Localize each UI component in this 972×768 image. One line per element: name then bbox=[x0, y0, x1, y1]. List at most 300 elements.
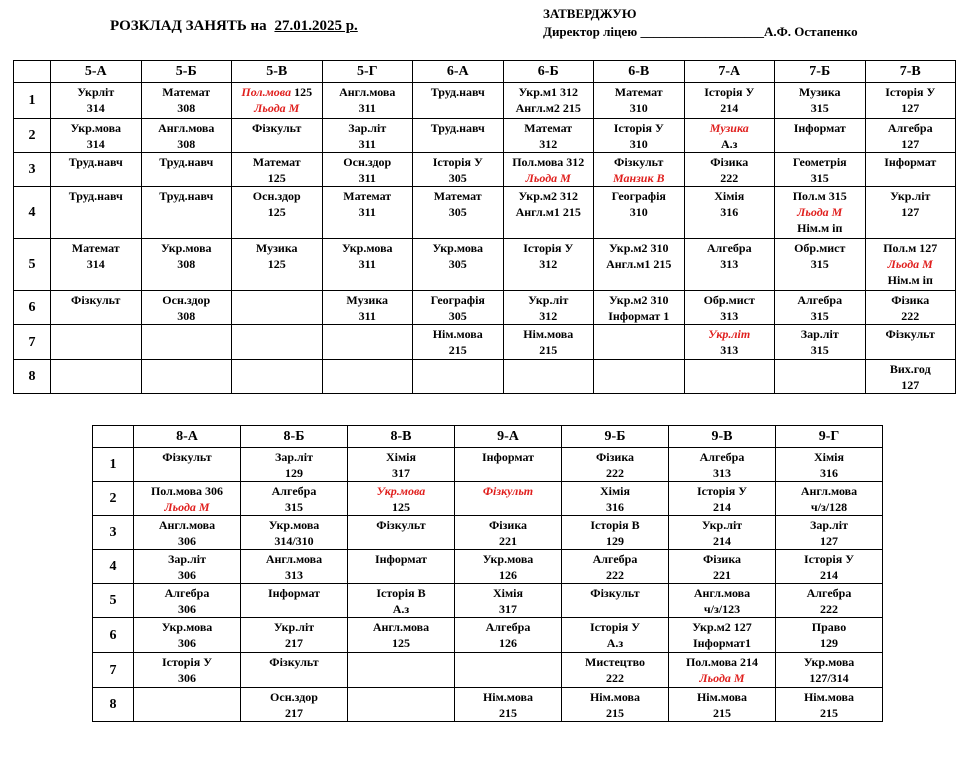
cell-line bbox=[52, 188, 140, 204]
cell-line bbox=[143, 240, 231, 256]
cell-line bbox=[595, 204, 683, 220]
cell-line bbox=[777, 483, 881, 499]
cell-text: Фізика bbox=[891, 293, 930, 307]
cell-line bbox=[777, 465, 881, 481]
cell-line bbox=[349, 585, 453, 601]
lesson-row bbox=[93, 550, 883, 584]
cell-line bbox=[242, 567, 346, 583]
schedule-cell bbox=[51, 83, 142, 119]
cell-line bbox=[456, 533, 560, 549]
schedule-cell bbox=[241, 653, 348, 688]
cell-line bbox=[595, 256, 683, 272]
schedule-cell bbox=[413, 291, 504, 325]
cell-line bbox=[776, 256, 864, 272]
class-header: 8-В bbox=[348, 426, 455, 448]
cell-line bbox=[143, 136, 231, 152]
cell-line bbox=[563, 517, 667, 533]
cell-text: ч/з/128 bbox=[810, 500, 848, 514]
cell-line bbox=[776, 188, 864, 204]
lesson-number: 1 bbox=[14, 83, 51, 119]
lesson-row bbox=[14, 83, 956, 119]
schedule-cell bbox=[865, 187, 956, 239]
cell-text: 217 bbox=[285, 636, 303, 650]
lesson-number: 4 bbox=[14, 187, 51, 239]
cell-text: 305 bbox=[448, 309, 467, 323]
schedule-cell bbox=[503, 239, 594, 291]
cell-line bbox=[777, 705, 881, 721]
cell-text: Геометрія bbox=[792, 155, 847, 169]
schedule-cell bbox=[134, 584, 241, 618]
cell-line bbox=[242, 483, 346, 499]
cell-line bbox=[563, 567, 667, 583]
cell-line bbox=[135, 635, 239, 651]
cell-text: Хімія bbox=[600, 484, 630, 498]
cell-text: 215 bbox=[448, 343, 467, 357]
cell-line bbox=[595, 292, 683, 308]
schedule-cell bbox=[594, 360, 685, 394]
title-text: РОЗКЛАД ЗАНЯТЬ на bbox=[110, 18, 271, 34]
cell-line bbox=[143, 256, 231, 272]
cell-line bbox=[324, 256, 412, 272]
cell-text: Англ.м1 215 bbox=[606, 257, 672, 271]
schedule-cell bbox=[241, 550, 348, 584]
lesson-row bbox=[93, 516, 883, 550]
cell-line bbox=[867, 154, 955, 170]
cell-text: 313 bbox=[285, 568, 303, 582]
cell-text: Укр.літ bbox=[273, 620, 315, 634]
cell-text: Математ bbox=[343, 189, 392, 203]
cell-line bbox=[135, 619, 239, 635]
cell-text: Вих.год bbox=[889, 362, 931, 376]
lesson-number: 5 bbox=[93, 584, 134, 618]
schedule-cell bbox=[594, 119, 685, 153]
cell-line bbox=[505, 292, 593, 308]
cell-text: 126 bbox=[499, 568, 517, 582]
cell-line bbox=[349, 619, 453, 635]
schedule-cell bbox=[776, 618, 883, 653]
lesson-row bbox=[93, 448, 883, 482]
cell-line bbox=[686, 204, 774, 220]
schedule-cell bbox=[322, 187, 413, 239]
cell-line bbox=[505, 84, 593, 100]
teacher-or-highlight-text: Льода М bbox=[699, 671, 745, 685]
cell-line bbox=[242, 585, 346, 601]
cell-line bbox=[563, 465, 667, 481]
cell-line bbox=[867, 292, 955, 308]
cell-line bbox=[52, 136, 140, 152]
cell-text: Хімія bbox=[814, 450, 844, 464]
cell-line bbox=[670, 585, 774, 601]
schedule-cell bbox=[51, 239, 142, 291]
cell-line bbox=[686, 188, 774, 204]
schedule-cell bbox=[775, 291, 866, 325]
cell-line bbox=[505, 326, 593, 342]
cell-line bbox=[563, 635, 667, 651]
cell-line bbox=[670, 689, 774, 705]
lesson-row bbox=[14, 119, 956, 153]
cell-line bbox=[563, 483, 667, 499]
cell-line bbox=[777, 689, 881, 705]
approve-heading: ЗАТВЕРДЖУЮ bbox=[543, 6, 637, 21]
schedule-cell bbox=[348, 516, 455, 550]
cell-line bbox=[563, 705, 667, 721]
cell-line bbox=[143, 308, 231, 324]
cell-line bbox=[324, 240, 412, 256]
cell-line bbox=[324, 170, 412, 186]
schedule-cell bbox=[684, 83, 775, 119]
cell-text: Фізкульт bbox=[614, 155, 664, 169]
cell-text: Англ.мова bbox=[800, 484, 858, 498]
cell-line bbox=[324, 136, 412, 152]
cell-text: Зар.літ bbox=[348, 121, 387, 135]
cell-text: Історія В bbox=[590, 518, 640, 532]
cell-line bbox=[595, 240, 683, 256]
schedule-cell bbox=[322, 360, 413, 394]
cell-line bbox=[686, 308, 774, 324]
cell-text: Інформат bbox=[793, 121, 846, 135]
cell-text: Осн.здор bbox=[252, 189, 301, 203]
schedule-cell bbox=[503, 325, 594, 360]
cell-line bbox=[324, 188, 412, 204]
cell-line bbox=[777, 654, 881, 670]
cell-line bbox=[777, 567, 881, 583]
schedule-cell bbox=[348, 688, 455, 722]
teacher-or-highlight-text: Льода М bbox=[797, 205, 843, 219]
cell-line bbox=[143, 292, 231, 308]
schedule-cell bbox=[348, 653, 455, 688]
class-header: 7-А bbox=[684, 61, 775, 83]
cell-text: Музика bbox=[798, 85, 841, 99]
cell-text: 314 bbox=[86, 101, 105, 115]
cell-line bbox=[867, 188, 955, 204]
cell-line bbox=[595, 308, 683, 324]
lesson-row bbox=[14, 187, 956, 239]
cell-text: Труд.навч bbox=[68, 155, 123, 169]
cell-line bbox=[233, 120, 321, 136]
cell-text: Укр.літ bbox=[701, 518, 743, 532]
schedule-cell bbox=[134, 618, 241, 653]
teacher-or-highlight-text: Льода М bbox=[254, 101, 300, 115]
cell-text: 125 bbox=[267, 257, 286, 271]
cell-line bbox=[52, 256, 140, 272]
schedule-cell bbox=[503, 291, 594, 325]
cell-text: Право bbox=[811, 620, 847, 634]
cell-text: 129 bbox=[820, 636, 838, 650]
cell-text: 317 bbox=[392, 466, 410, 480]
cell-text: Укр.м1 312 bbox=[518, 85, 579, 99]
schedule-cell bbox=[776, 584, 883, 618]
cell-line bbox=[414, 120, 502, 136]
cell-text: Фізкульт bbox=[162, 450, 212, 464]
cell-line bbox=[777, 449, 881, 465]
lesson-number: 6 bbox=[93, 618, 134, 653]
cell-text: Математ bbox=[162, 85, 211, 99]
cell-line bbox=[563, 585, 667, 601]
cell-text: Пол.мова 312 bbox=[512, 155, 585, 169]
lesson-row bbox=[14, 360, 956, 394]
schedule-cell bbox=[776, 516, 883, 550]
cell-line bbox=[456, 619, 560, 635]
cell-text: Нім.мова bbox=[803, 690, 855, 704]
cell-line bbox=[776, 308, 864, 324]
lesson-number: 6 bbox=[14, 291, 51, 325]
schedule-cell bbox=[684, 360, 775, 394]
cell-text: Труд.навч bbox=[430, 121, 485, 135]
schedule-cell bbox=[865, 360, 956, 394]
lesson-number: 5 bbox=[14, 239, 51, 291]
cell-line bbox=[563, 449, 667, 465]
corner-cell bbox=[93, 426, 134, 448]
schedule-cell bbox=[413, 187, 504, 239]
schedule-cell bbox=[322, 83, 413, 119]
schedule-date: 27.01.2025 р. bbox=[274, 18, 358, 34]
cell-line bbox=[52, 100, 140, 116]
cell-text: Історія У bbox=[885, 85, 936, 99]
cell-line bbox=[52, 240, 140, 256]
cell-text: 315 bbox=[285, 500, 303, 514]
teacher-or-highlight-text: Пол.мова bbox=[241, 85, 292, 99]
class-header: 9-Б bbox=[562, 426, 669, 448]
cell-line bbox=[670, 619, 774, 635]
cell-text: Нім.м іп bbox=[797, 221, 843, 235]
cell-text: Фізика bbox=[595, 450, 635, 464]
cell-text: 127 bbox=[901, 101, 920, 115]
cell-text: 306 bbox=[178, 568, 196, 582]
schedule-cell bbox=[865, 239, 956, 291]
cell-text: Фізкульт bbox=[376, 518, 426, 532]
cell-line bbox=[456, 567, 560, 583]
lesson-number: 4 bbox=[93, 550, 134, 584]
schedule-cell bbox=[241, 584, 348, 618]
cell-text: Фізкульт bbox=[71, 293, 121, 307]
cell-line bbox=[414, 256, 502, 272]
cell-text: 215 bbox=[713, 706, 731, 720]
cell-line bbox=[414, 84, 502, 100]
cell-text: 306 bbox=[178, 534, 196, 548]
schedule-cell bbox=[232, 325, 323, 360]
cell-text: Пол.мова 306 bbox=[150, 484, 224, 498]
cell-text: Фізкульт bbox=[885, 327, 935, 341]
schedule-cell bbox=[594, 325, 685, 360]
cell-text: Інформат bbox=[884, 155, 937, 169]
cell-text: Укр.мова bbox=[160, 241, 212, 255]
schedule-cell bbox=[455, 618, 562, 653]
schedule-cell bbox=[413, 119, 504, 153]
schedule-cell bbox=[141, 239, 232, 291]
lesson-row bbox=[14, 291, 956, 325]
teacher-or-highlight-text: Музика bbox=[709, 121, 749, 135]
schedule-cell bbox=[241, 516, 348, 550]
cell-text: 214 bbox=[720, 101, 739, 115]
cell-line bbox=[776, 342, 864, 358]
cell-text: Нім.м іп bbox=[887, 273, 933, 287]
cell-text: Історія У bbox=[432, 155, 483, 169]
cell-text: Обр.мист bbox=[703, 293, 755, 307]
schedule-cell bbox=[562, 653, 669, 688]
schedule-cell bbox=[503, 119, 594, 153]
cell-line bbox=[414, 292, 502, 308]
cell-text: 310 bbox=[629, 137, 648, 151]
schedule-cell bbox=[455, 482, 562, 516]
cell-text: 127 bbox=[820, 534, 838, 548]
cell-line bbox=[777, 517, 881, 533]
schedule-cell bbox=[776, 550, 883, 584]
cell-line bbox=[670, 705, 774, 721]
cell-line bbox=[324, 308, 412, 324]
cell-line bbox=[563, 670, 667, 686]
cell-line bbox=[349, 449, 453, 465]
cell-text: 311 bbox=[358, 101, 376, 115]
cell-text: 215 bbox=[539, 343, 558, 357]
cell-line bbox=[563, 499, 667, 515]
cell-line bbox=[233, 256, 321, 272]
cell-line bbox=[686, 240, 774, 256]
cell-text: 214 bbox=[820, 568, 838, 582]
class-header: 9-В bbox=[669, 426, 776, 448]
class-header: 8-А bbox=[134, 426, 241, 448]
schedule-cell bbox=[562, 448, 669, 482]
cell-text: 311 bbox=[358, 257, 376, 271]
cell-text: 126 bbox=[499, 636, 517, 650]
cell-text: Труд.навч bbox=[159, 155, 214, 169]
teacher-or-highlight-text: Фізкульт bbox=[482, 484, 534, 498]
cell-text: 315 bbox=[810, 101, 829, 115]
lesson-row bbox=[93, 688, 883, 722]
lesson-number: 2 bbox=[93, 482, 134, 516]
cell-line bbox=[135, 585, 239, 601]
lesson-row bbox=[14, 153, 956, 187]
cell-text: 310 bbox=[629, 101, 648, 115]
class-header: 8-Б bbox=[241, 426, 348, 448]
cell-text: Алгебра bbox=[706, 241, 752, 255]
cell-text: Осн.здор bbox=[343, 155, 392, 169]
schedule-cell bbox=[322, 239, 413, 291]
teacher-or-highlight-text: Льода М bbox=[164, 500, 210, 514]
cell-text: Укр.мова bbox=[341, 241, 393, 255]
cell-line bbox=[135, 449, 239, 465]
cell-line bbox=[686, 256, 774, 272]
cell-line bbox=[505, 154, 593, 170]
cell-line bbox=[670, 517, 774, 533]
cell-line bbox=[776, 154, 864, 170]
cell-text: Алгебра bbox=[485, 620, 531, 634]
schedule-cell bbox=[775, 239, 866, 291]
cell-text: Мистецтво bbox=[585, 655, 645, 669]
cell-line bbox=[777, 601, 881, 617]
cell-text: 308 bbox=[177, 137, 196, 151]
schedule-cell bbox=[348, 448, 455, 482]
cell-text: 315 bbox=[810, 343, 829, 357]
cell-text: 311 bbox=[358, 205, 376, 219]
cell-line bbox=[563, 689, 667, 705]
cell-line bbox=[686, 120, 774, 136]
schedule-cell bbox=[134, 688, 241, 722]
cell-line bbox=[349, 465, 453, 481]
cell-line bbox=[776, 100, 864, 116]
cell-text: Англ.мова bbox=[339, 85, 396, 99]
cell-line bbox=[867, 100, 955, 116]
cell-line bbox=[135, 601, 239, 617]
schedule-cell bbox=[669, 688, 776, 722]
cell-text: Алгебра bbox=[806, 586, 852, 600]
cell-line bbox=[563, 551, 667, 567]
cell-line bbox=[143, 120, 231, 136]
cell-text: 313 bbox=[720, 257, 739, 271]
cell-line bbox=[505, 170, 593, 186]
cell-text: Пол.м 127 bbox=[883, 241, 938, 255]
cell-line bbox=[242, 551, 346, 567]
schedule-cell bbox=[141, 187, 232, 239]
cell-line bbox=[143, 188, 231, 204]
cell-line bbox=[143, 84, 231, 100]
cell-line bbox=[670, 483, 774, 499]
cell-line bbox=[670, 499, 774, 515]
cell-line bbox=[414, 188, 502, 204]
cell-line bbox=[686, 292, 774, 308]
schedule-cell bbox=[594, 83, 685, 119]
schedule-cell bbox=[141, 153, 232, 187]
cell-line bbox=[670, 635, 774, 651]
cell-line bbox=[233, 240, 321, 256]
cell-text: 316 bbox=[606, 500, 624, 514]
cell-text: 221 bbox=[499, 534, 517, 548]
cell-text: 305 bbox=[448, 171, 467, 185]
cell-text: 312 bbox=[539, 257, 558, 271]
schedule-table-grades-8-9 bbox=[92, 425, 883, 722]
cell-text: Інформат bbox=[374, 552, 428, 566]
schedule-cell bbox=[232, 360, 323, 394]
cell-text: 316 bbox=[720, 205, 739, 219]
cell-line bbox=[505, 204, 593, 220]
cell-text: Математ bbox=[614, 85, 663, 99]
cell-text: Алгебра bbox=[887, 121, 933, 135]
cell-text: Пол.м 315 bbox=[792, 189, 847, 203]
schedule-cell bbox=[594, 239, 685, 291]
cell-line bbox=[867, 326, 955, 342]
cell-text: Хімія bbox=[714, 189, 745, 203]
cell-text: Англ.мова bbox=[372, 620, 430, 634]
cell-line bbox=[686, 170, 774, 186]
cell-text: Хімія bbox=[493, 586, 523, 600]
schedule-cell bbox=[503, 187, 594, 239]
cell-text: 305 bbox=[448, 205, 467, 219]
cell-text: 306 bbox=[178, 671, 196, 685]
cell-text: Музика bbox=[255, 241, 298, 255]
schedule-cell bbox=[775, 83, 866, 119]
cell-line bbox=[777, 635, 881, 651]
teacher-or-highlight-text: Укр.мова bbox=[376, 484, 426, 498]
cell-text: 221 bbox=[713, 568, 731, 582]
cell-text: 222 bbox=[606, 466, 624, 480]
cell-text: ч/з/123 bbox=[703, 602, 741, 616]
cell-line bbox=[242, 619, 346, 635]
cell-line bbox=[242, 449, 346, 465]
schedule-cell bbox=[775, 325, 866, 360]
schedule-cell bbox=[776, 448, 883, 482]
cell-line bbox=[670, 670, 774, 686]
schedule-cell bbox=[348, 550, 455, 584]
cell-text: Труд.навч bbox=[430, 85, 485, 99]
class-header: 5-В bbox=[232, 61, 323, 83]
cell-line bbox=[456, 601, 560, 617]
schedule-cell bbox=[684, 291, 775, 325]
cell-line bbox=[670, 601, 774, 617]
cell-text: 215 bbox=[499, 706, 517, 720]
cell-text: Нім.мова bbox=[523, 327, 574, 341]
cell-line bbox=[505, 188, 593, 204]
cell-line bbox=[414, 326, 502, 342]
cell-line bbox=[776, 292, 864, 308]
